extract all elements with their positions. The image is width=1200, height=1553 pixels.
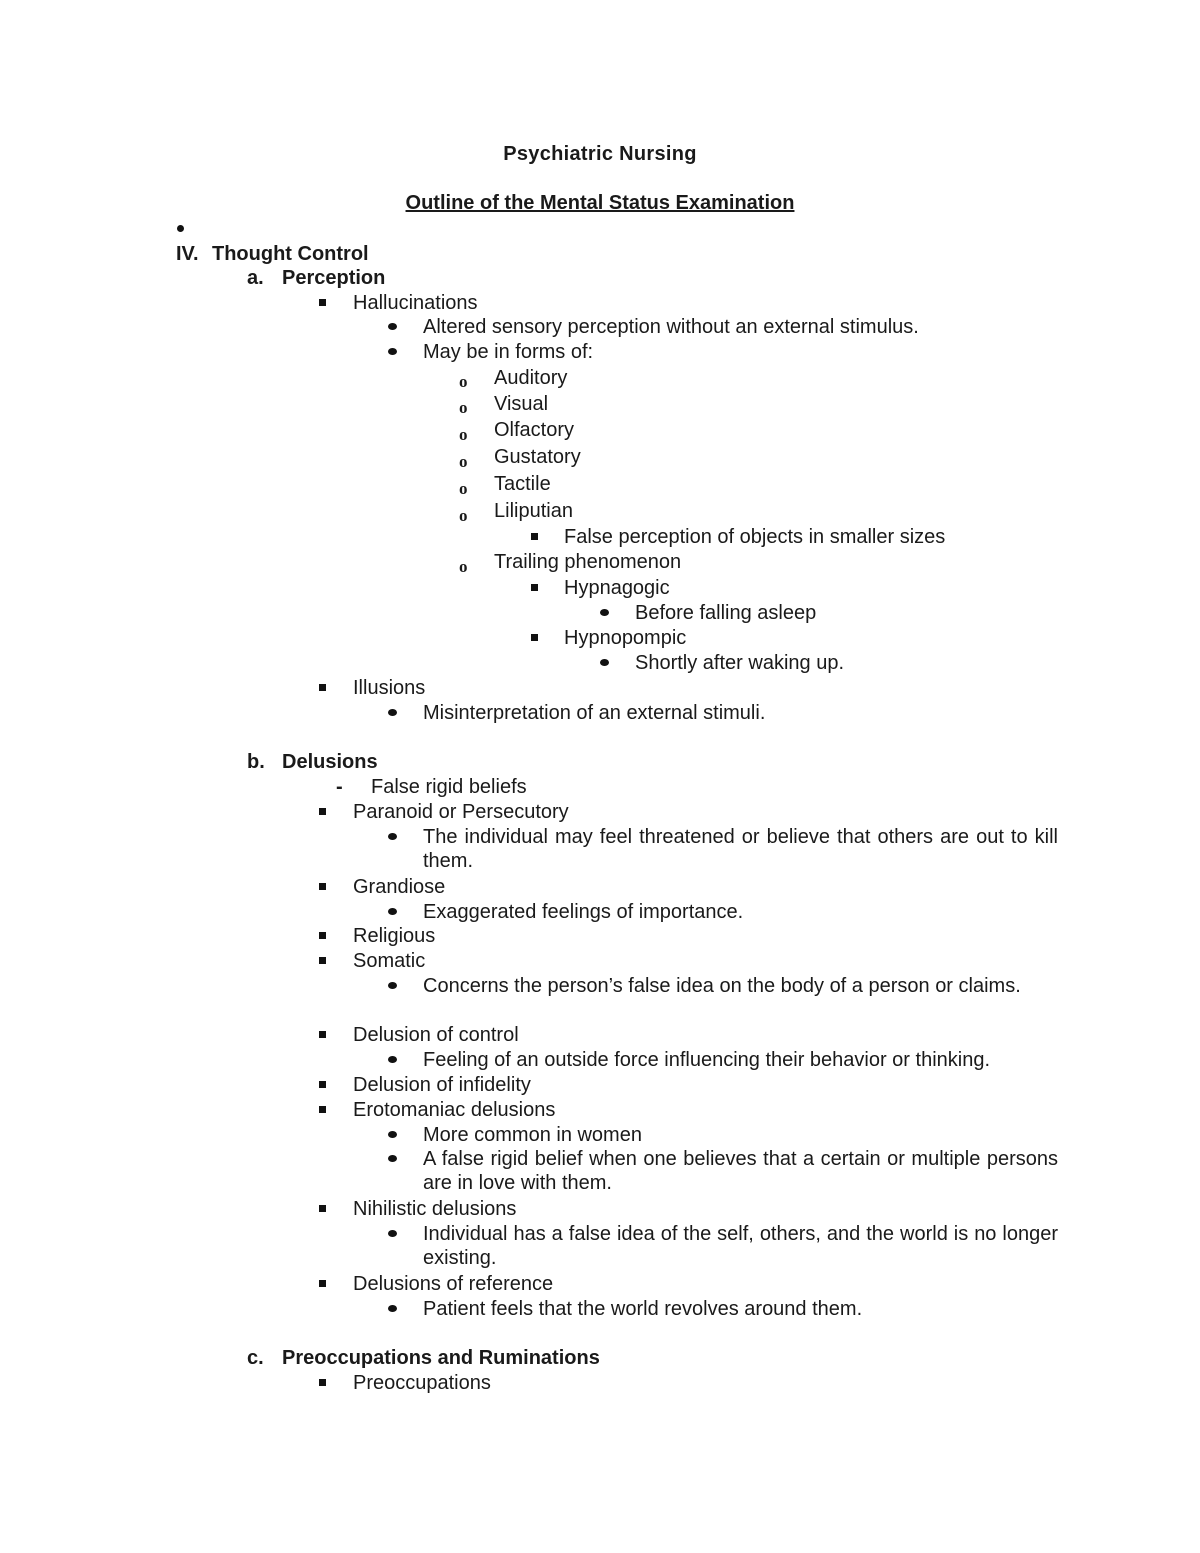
list-item-delusion-of-control: Delusion of control (353, 1024, 519, 1046)
dot-bullet (388, 1131, 397, 1138)
subsection-heading-preoccupations: Preoccupations and Ruminations (282, 1347, 600, 1369)
list-item-form-liliputian: Liliputian (494, 500, 573, 522)
dot-bullet (600, 609, 609, 616)
dot-bullet (388, 1305, 397, 1312)
list-item-hypnopompic: Hypnopompic (564, 627, 687, 649)
circle-bullet: o (459, 479, 468, 498)
list-item-paranoid-definition: The individual may feel threatened or believe that others are out to kill them. (423, 826, 1058, 872)
dot-bullet (388, 908, 397, 915)
list-item-trailing-phenomenon: Trailing phenomenon (494, 551, 682, 573)
list-item-preoccupations: Preoccupations (353, 1372, 491, 1394)
section-numeral: IV. (176, 243, 199, 265)
square-bullet (319, 1280, 326, 1287)
square-bullet (319, 1106, 326, 1113)
list-item-erotomaniac: Erotomaniac delusions (353, 1099, 556, 1121)
list-item-illusions: Illusions (353, 677, 426, 699)
list-item-illusions-definition: Misinterpretation of an external stimuli. (423, 702, 766, 724)
square-bullet (319, 1081, 326, 1088)
list-item-hallucinations-definition: Altered sensory perception without an external stimulus. (423, 316, 919, 338)
square-bullet (319, 1031, 326, 1038)
section-heading: Thought Control (212, 243, 369, 265)
list-item-erotomaniac-definition-1: More common in women (423, 1124, 642, 1146)
square-bullet (531, 533, 538, 540)
square-bullet (319, 957, 326, 964)
document-subtitle: Outline of the Mental Status Examination (405, 192, 795, 214)
dash-bullet: - (336, 776, 343, 798)
circle-bullet: o (459, 452, 468, 471)
subsection-label-b: b. (247, 751, 265, 773)
square-bullet (319, 1205, 326, 1212)
square-bullet (319, 808, 326, 815)
subsection-label-a: a. (247, 267, 264, 289)
circle-bullet: o (459, 557, 468, 576)
dot-bullet (388, 833, 397, 840)
subsection-label-c: c. (247, 1347, 264, 1369)
list-item-hypnagogic: Hypnagogic (564, 577, 670, 599)
list-item-nihilistic: Nihilistic delusions (353, 1198, 517, 1220)
list-item-hallucinations: Hallucinations (353, 292, 478, 314)
dot-bullet (388, 1056, 397, 1063)
list-item-grandiose: Grandiose (353, 876, 446, 898)
list-item-erotomaniac-definition-2: A false rigid belief when one believes that a certain or multiple persons are in love with them. (423, 1148, 1058, 1194)
list-item-form-auditory: Auditory (494, 367, 568, 389)
square-bullet (531, 634, 538, 641)
list-item-reference-definition: Patient feels that the world revolves around them. (423, 1298, 863, 1320)
list-item-somatic: Somatic (353, 950, 426, 972)
list-item-form-olfactory: Olfactory (494, 419, 575, 441)
dot-bullet (388, 982, 397, 989)
empty-bullet (177, 225, 184, 232)
subsection-heading-delusions: Delusions (282, 751, 378, 773)
dot-bullet (388, 1155, 397, 1162)
dot-bullet (388, 348, 397, 355)
circle-bullet: o (459, 372, 468, 391)
dot-bullet (388, 323, 397, 330)
square-bullet (319, 684, 326, 691)
list-item-form-visual: Visual (494, 393, 549, 415)
list-item-false-rigid-beliefs: False rigid beliefs (371, 776, 527, 798)
list-item-form-tactile: Tactile (494, 473, 551, 495)
square-bullet (531, 584, 538, 591)
dot-bullet (600, 659, 609, 666)
list-item-hypnagogic-definition: Before falling asleep (635, 602, 817, 624)
list-item-nihilistic-definition: Individual has a false idea of the self, others, and the world is no longer existing. (423, 1223, 1058, 1269)
list-item-forms-intro: May be in forms of: (423, 341, 594, 363)
subsection-heading-perception: Perception (282, 267, 386, 289)
list-item-delusions-of-reference: Delusions of reference (353, 1273, 554, 1295)
circle-bullet: o (459, 398, 468, 417)
list-item-liliputian-definition: False perception of objects in smaller sizes (564, 526, 946, 548)
list-item-control-definition: Feeling of an outside force influencing their behavior or thinking. (423, 1049, 991, 1071)
list-item-delusion-of-infidelity: Delusion of infidelity (353, 1074, 531, 1096)
list-item-form-gustatory: Gustatory (494, 446, 581, 468)
dot-bullet (388, 1230, 397, 1237)
square-bullet (319, 932, 326, 939)
square-bullet (319, 883, 326, 890)
document-title: Psychiatric Nursing (503, 143, 697, 165)
list-item-grandiose-definition: Exaggerated feelings of importance. (423, 901, 744, 923)
list-item-religious: Religious (353, 925, 436, 947)
circle-bullet: o (459, 506, 468, 525)
list-item-somatic-definition: Concerns the person’s false idea on the body of a person or claims. (423, 975, 1021, 997)
list-item-hypnopompic-definition: Shortly after waking up. (635, 652, 844, 674)
circle-bullet: o (459, 425, 468, 444)
square-bullet (319, 299, 326, 306)
list-item-paranoid: Paranoid or Persecutory (353, 801, 569, 823)
dot-bullet (388, 709, 397, 716)
square-bullet (319, 1379, 326, 1386)
